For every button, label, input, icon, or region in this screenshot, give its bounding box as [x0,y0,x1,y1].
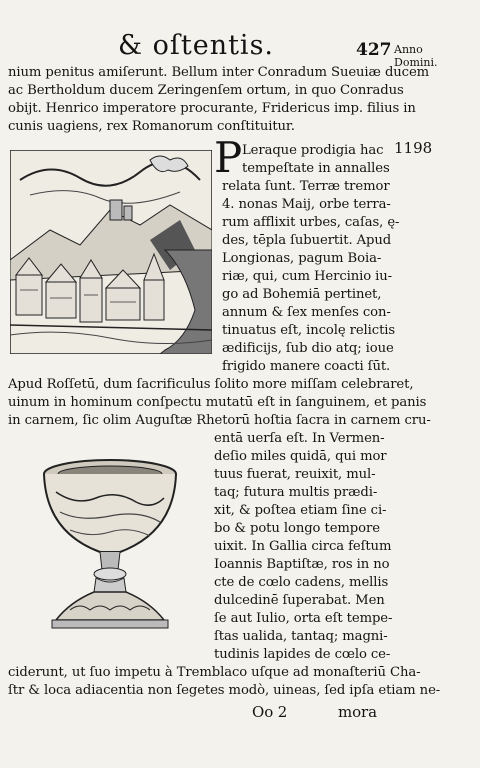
margin-note: Anno Domini. [394,43,438,69]
text-line: tudinis lapides de cœlo ce- [214,647,391,662]
running-head: & oſtentis. [118,30,275,61]
text-line: Ioannis Baptiſtæ, ros in no [214,557,390,572]
text-line: uixit. In Gallia circa feſtum [214,539,392,554]
woodcut-earthquake-illustration [10,150,212,354]
text-line: riæ, qui, cum Hercinio iu- [222,269,393,284]
text-line: cte de cœlo cadens, mellis [214,575,389,590]
text-line: deſio miles quidā, qui mor [214,449,387,464]
text-line: Leraque prodigia hac [242,143,384,158]
text-line: 4. nonas Maij, orbe terra- [222,197,391,212]
page-number: 427 [356,40,392,60]
text-line: ac Bertholdum ducem Zeringenſem ortum, in quo Conradus [8,83,404,98]
text-line: des, tēpla ſubuertit. Apud [222,233,392,248]
text-line: ſe aut Iulio, orta eſt tempe- [214,611,393,626]
text-line: go ad Bohemiā pertinet, [222,287,382,302]
text-line: uinum in hominum conſpectu mutatū eſt in ſanguinem, et panis [8,395,427,410]
text-line: relata ſunt. Terræ tremor [222,179,390,194]
text-line: dulcedinē ſuperabat. Men [214,593,385,608]
text-line: bo & potu longo tempore [214,521,380,536]
text-line: frigido manere coacti ſūt. [222,359,391,374]
text-line: ædificijs, ſub dio atq; ioue [222,341,394,356]
chalice-illustration [30,452,190,632]
text-line: tempeſtate in annalles [242,161,390,176]
text-line: tinuatus eſt, incolę relictis [222,323,396,338]
text-line: ſtas ualida, tantaq; magni- [214,629,388,644]
text-line: tuus fuerat, reuixit, mul- [214,467,376,482]
text-line: annum & ſex menſes con- [222,305,391,320]
text-line: ciderunt, ut ſuo impetu à Tremblaco uſque ad monaſteriū Cha- [8,665,421,680]
text-line: in carnem, ſic olim Auguſtæ Rhetorū hoſtia ſacra in carnem cru- [8,413,431,428]
text-line: taq; futura multis prædi- [214,485,378,500]
text-line: entā uerſa eſt. In Vermen- [214,431,385,446]
text-line: ſtr & loca adiacentia non ſegetes modò, uineas, ſed ipſa etiam ne- [8,683,441,698]
text-line: Longionas, pagum Boia- [222,251,382,266]
text-line: Apud Roſſetū, dum ſacrificulus ſolito more miſſam celebraret, [8,377,414,392]
catchword: mora [338,703,377,721]
text-line: rum afflixit urbes, caſas, ę- [222,215,400,230]
text-line: xit, & poſtea etiam ſine ci- [214,503,387,518]
drop-cap: P [214,133,243,182]
text-line: nium penitus amiſerunt. Bellum inter Conradum Sueuiæ ducem [8,65,430,80]
margin-year: 1198 [394,139,433,157]
signature-mark: Oo 2 [252,703,288,721]
text-line: obijt. Henrico imperatore procurante, Fridericus imp. filius in [8,101,416,116]
text-line: cunis uagiens, rex Romanorum conſtituitur. [8,119,295,134]
